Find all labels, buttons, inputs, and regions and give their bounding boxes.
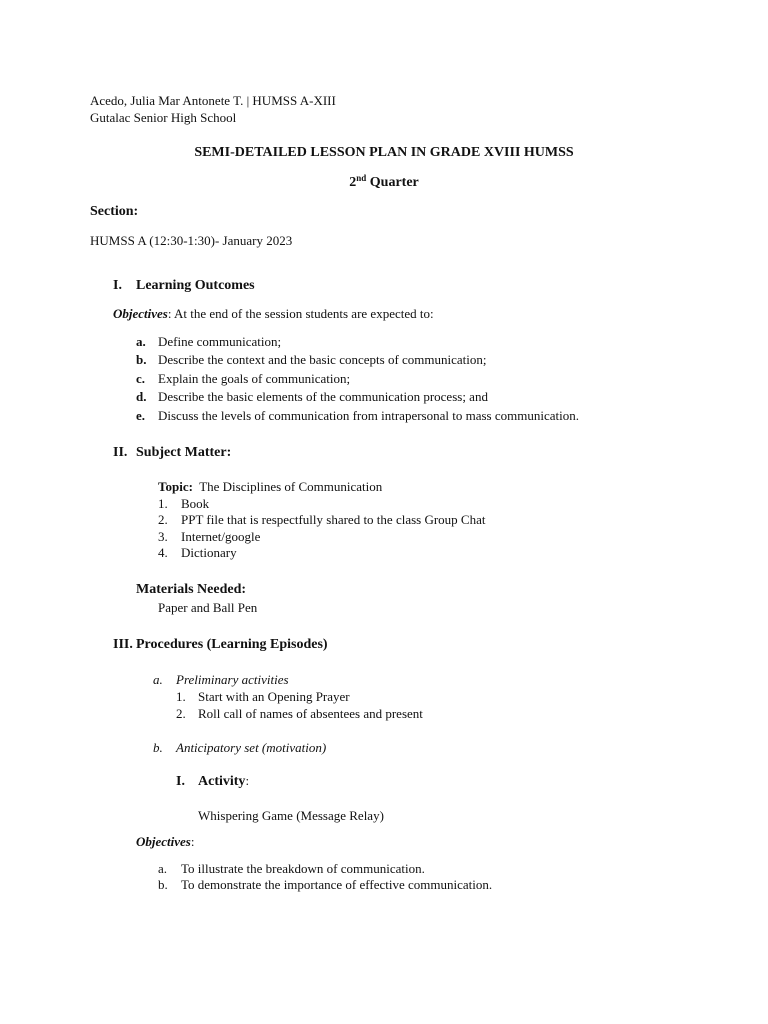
outcome-item: Describe the basic elements of the communication process; and bbox=[158, 389, 488, 404]
section-label: Section: bbox=[90, 204, 139, 219]
section-value: HUMSS A (12:30-1:30)- January 2023 bbox=[90, 233, 293, 248]
reference-item: PPT file that is respectfully shared to the class Group Chat bbox=[181, 512, 486, 527]
outcome-item: Describe the context and the basic concepts of communication; bbox=[158, 352, 487, 367]
procedure-objective-item: To illustrate the breakdown of communication. bbox=[181, 861, 425, 876]
quarter-heading bbox=[0, 174, 768, 192]
topic-line bbox=[158, 479, 382, 495]
reference-item: Dictionary bbox=[181, 545, 237, 560]
outcome-marker-d: d. bbox=[136, 389, 147, 404]
activity-label: Activity bbox=[198, 774, 246, 789]
procedure-objectives-label: Objectives bbox=[136, 834, 191, 849]
reference-marker: 4. bbox=[158, 545, 168, 560]
procedure-objective-marker: b. bbox=[158, 877, 168, 892]
learning-outcomes-heading: Learning Outcomes bbox=[136, 278, 255, 293]
preliminary-marker-num: 1. bbox=[176, 689, 186, 704]
materials-value: Paper and Ball Pen bbox=[158, 600, 258, 615]
reference-marker: 3. bbox=[158, 529, 168, 544]
anticipatory-label: Anticipatory set (motivation) bbox=[176, 740, 327, 755]
activity-name: Whispering Game (Message Relay) bbox=[198, 808, 384, 823]
page-title: SEMI-DETAILED LESSON PLAN IN GRADE XVIII HUMSS bbox=[194, 145, 574, 160]
outcome-item: Explain the goals of communication; bbox=[158, 371, 351, 386]
quarter-suffix: nd bbox=[356, 173, 367, 183]
learning-outcomes-numeral: I. bbox=[113, 278, 122, 293]
reference-marker: 2. bbox=[158, 512, 168, 527]
preliminary-item: Roll call of names of absentees and present bbox=[198, 706, 423, 721]
objectives-text: : At the end of the session students are expected to: bbox=[167, 306, 434, 321]
reference-item: Book bbox=[181, 496, 210, 511]
activity-numeral: I. bbox=[176, 774, 185, 789]
topic-value: The Disciplines of Communication bbox=[199, 479, 383, 494]
topic-label: Topic: bbox=[158, 479, 193, 494]
outcome-item: Define communication; bbox=[158, 334, 282, 349]
anticipatory-marker: b. bbox=[153, 740, 163, 755]
subject-matter-heading: Subject Matter: bbox=[136, 445, 232, 460]
activity-heading bbox=[198, 773, 249, 791]
outcome-item: Discuss the levels of communication from intrapersonal to mass communication. bbox=[158, 408, 579, 423]
quarter-number: 2 bbox=[349, 175, 357, 190]
procedures-numeral: III. bbox=[113, 637, 133, 652]
procedures-heading: Procedures (Learning Episodes) bbox=[136, 637, 328, 652]
objectives-label: Objectives bbox=[113, 306, 168, 321]
procedure-objectives-heading bbox=[136, 834, 195, 850]
preliminary-marker: a. bbox=[153, 672, 163, 687]
outcome-marker-c: c. bbox=[136, 371, 146, 386]
procedure-objective-item: To demonstrate the importance of effective communication. bbox=[181, 877, 493, 892]
subject-matter-numeral: II. bbox=[113, 445, 128, 460]
school-name: Gutalac Senior High School bbox=[90, 110, 237, 125]
procedure-objective-marker: a. bbox=[158, 861, 168, 876]
preliminary-marker-num: 2. bbox=[176, 706, 186, 721]
outcome-marker-e: e. bbox=[136, 408, 146, 423]
activity-colon: : bbox=[245, 773, 250, 788]
outcome-marker-b: b. bbox=[136, 352, 147, 367]
quarter-label: Quarter bbox=[369, 175, 419, 190]
outcome-marker-a: a. bbox=[136, 334, 146, 349]
materials-label: Materials Needed: bbox=[136, 582, 247, 597]
preliminary-label: Preliminary activities bbox=[176, 672, 289, 687]
procedure-objectives-colon: : bbox=[190, 834, 195, 849]
author-line: Acedo, Julia Mar Antonete T. | HUMSS A-XIII bbox=[90, 93, 336, 108]
objectives-intro bbox=[113, 306, 434, 322]
reference-marker: 1. bbox=[158, 496, 168, 511]
reference-item: Internet/google bbox=[181, 529, 261, 544]
preliminary-item: Start with an Opening Prayer bbox=[198, 689, 350, 704]
